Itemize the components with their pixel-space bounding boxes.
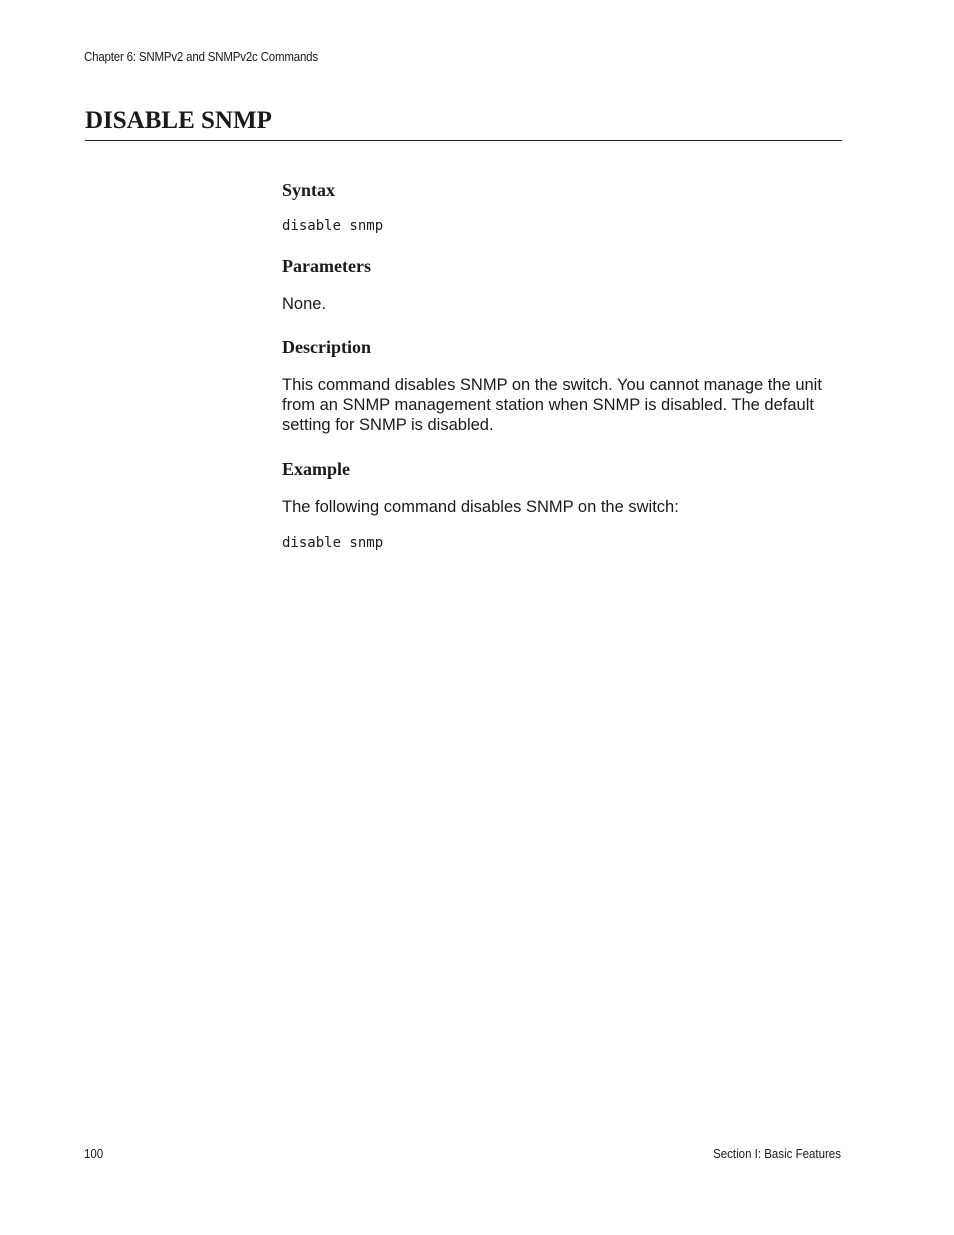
syntax-heading: Syntax <box>282 180 336 200</box>
parameters-text: None. <box>282 295 327 313</box>
example-heading: Example <box>282 459 351 479</box>
description-text: This command disables SNMP on the switch. You cannot manage the unit from an SNMP management station when SNMP is disabled. The default setting for SNMP is disabled. <box>282 376 822 434</box>
footer-section: Section I: Basic Features <box>713 1147 841 1161</box>
running-header: Chapter 6: SNMPv2 and SNMPv2c Commands <box>84 50 318 64</box>
page-title: DISABLE SNMP <box>85 107 272 134</box>
example-code: disable snmp <box>282 535 384 551</box>
description-heading: Description <box>282 337 371 357</box>
parameters-heading: Parameters <box>282 256 371 276</box>
page-number: 100 <box>84 1147 104 1161</box>
syntax-code: disable snmp <box>282 218 384 234</box>
title-rule <box>85 140 842 141</box>
example-text: The following command disables SNMP on the switch: <box>282 498 679 516</box>
